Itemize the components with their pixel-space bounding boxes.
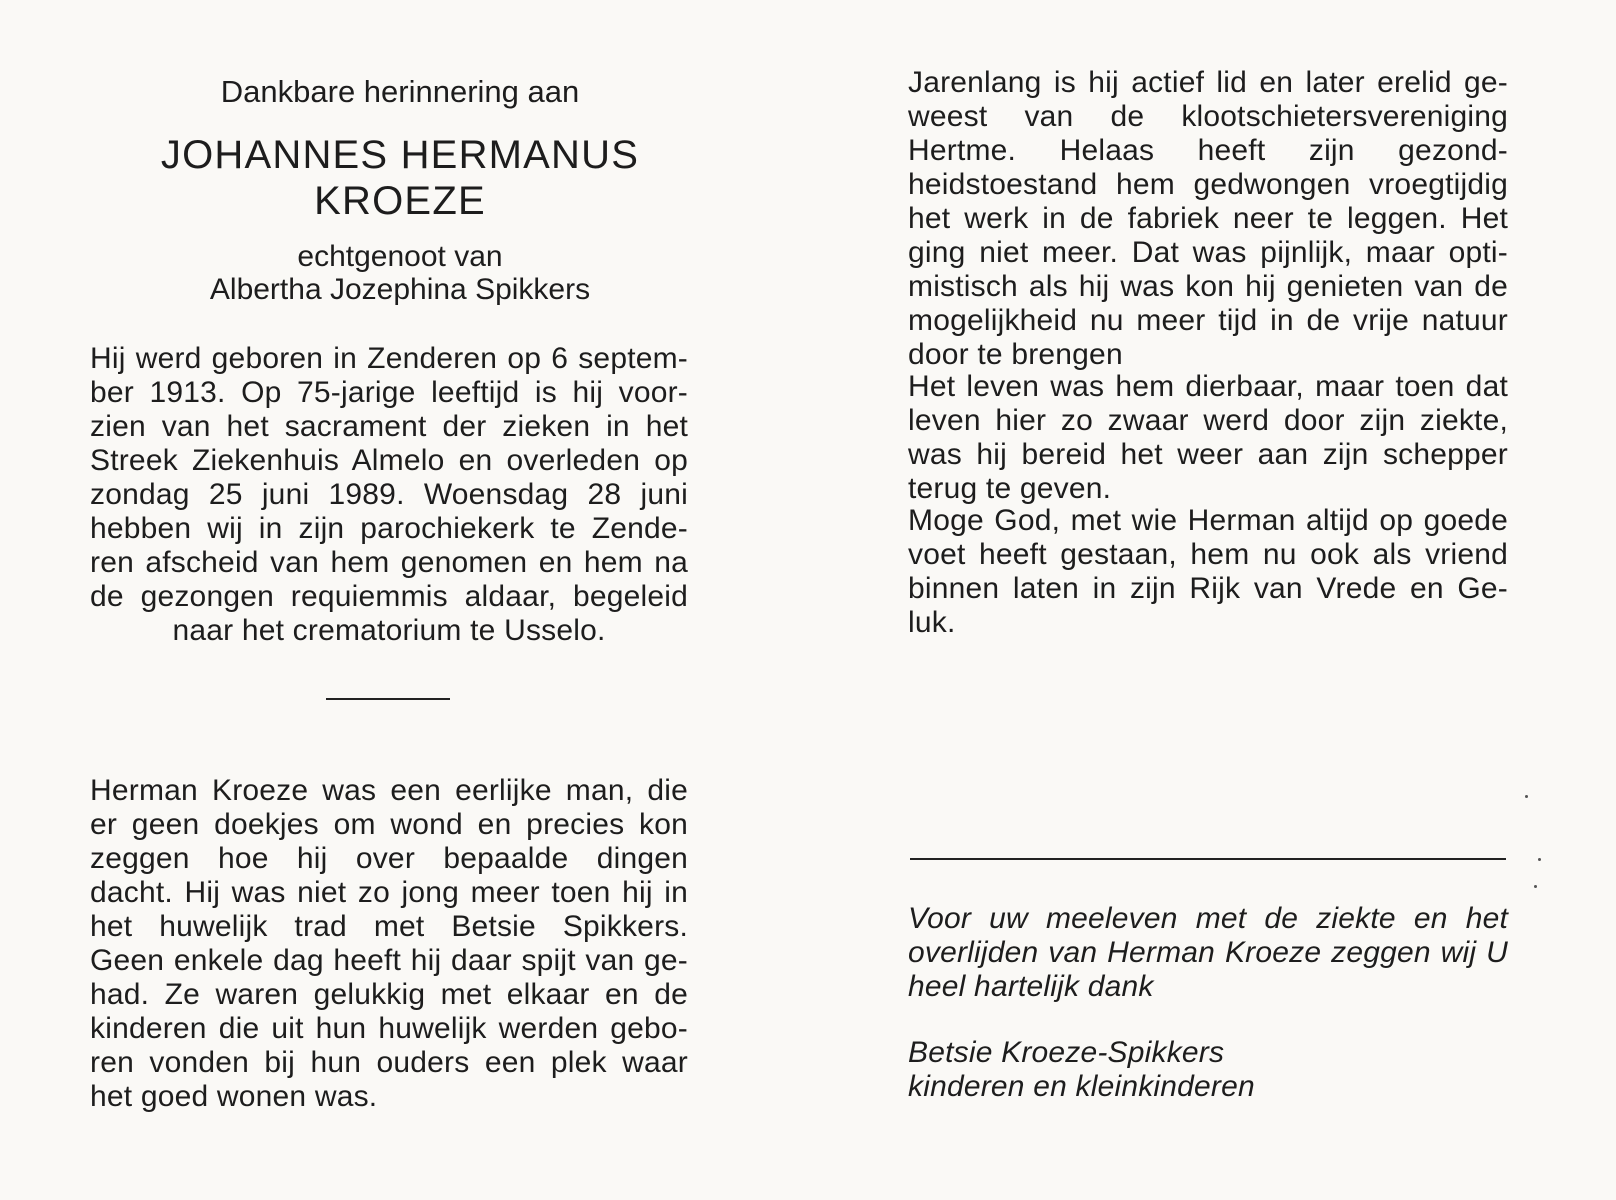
biography-line: ren afscheid van hem genomen en hem na xyxy=(90,546,688,579)
tribute-line: zeggen hoe hij over bepaalde dingen xyxy=(90,842,688,875)
life-line: Het leven was hem dierbaar, maar toen dat xyxy=(908,370,1508,403)
deceased-first-names: JOHANNES HERMANUS xyxy=(160,133,640,177)
thanks-divider xyxy=(910,858,1506,860)
life-line: luk. xyxy=(908,606,956,639)
spouse-name: Albertha Jozephina Spikkers xyxy=(209,273,591,306)
tribute-line: ren vonden bij hun ouders een plek waar xyxy=(90,1046,688,1079)
biography-line: hebben wij in zijn parochiekerk te Zende- xyxy=(90,512,688,545)
life-line: mistisch als hij was kon hij genieten van de xyxy=(908,270,1508,303)
life-line: terug te geven. xyxy=(908,472,1112,505)
thanks-line: Voor uw meeleven met de ziekte en het xyxy=(908,902,1508,935)
tribute-line: dacht. Hij was niet zo jong meer toen hij in xyxy=(90,876,688,909)
spouse-label: echtgenoot van xyxy=(297,240,503,273)
life-line: leven hier zo zwaar werd door zijn ziekte, xyxy=(908,404,1508,437)
paper-speck xyxy=(1534,885,1537,888)
tribute-line: Herman Kroeze was een eerlijke man, die xyxy=(90,774,688,807)
life-line: ging niet meer. Dat was pijnlijk, maar opti- xyxy=(908,236,1508,269)
life-line: door te brengen xyxy=(908,338,1123,371)
left-page xyxy=(0,0,800,1200)
biography-line: naar het crematorium te Usselo. xyxy=(172,614,606,647)
life-line: Moge God, met wie Herman altijd op goede xyxy=(908,504,1508,537)
tribute-line: kinderen die uit hun huwelijk werden gebo- xyxy=(90,1012,688,1045)
signature-line: Betsie Kroeze-Spikkers xyxy=(908,1036,1225,1069)
life-line: weest van de klootschietersvereniging xyxy=(908,100,1508,133)
life-line: Jarenlang is hij actief lid en later erelid ge- xyxy=(908,66,1508,99)
tribute-line: er geen doekjes om wond en precies kon xyxy=(90,808,688,841)
life-line: was hij bereid het weer aan zijn schepper xyxy=(908,438,1508,471)
life-line: het werk in de fabriek neer te leggen. Het xyxy=(908,202,1508,235)
tribute-line: het huwelijk trad met Betsie Spikkers. xyxy=(90,910,688,943)
paper-speck xyxy=(1538,858,1541,861)
section-divider xyxy=(326,698,450,700)
biography-line: Hij werd geboren in Zenderen op 6 septem- xyxy=(90,342,688,375)
paper-speck xyxy=(1525,795,1528,798)
thanks-line: overlijden van Herman Kroeze zeggen wij U xyxy=(908,936,1508,969)
tribute-line: Geen enkele dag heeft hij daar spijt van ge- xyxy=(90,944,688,977)
deceased-surname: KROEZE xyxy=(314,179,486,223)
life-line: mogelijkheid nu meer tijd in de vrije natuur xyxy=(908,304,1508,337)
right-page xyxy=(800,0,1616,1200)
life-line: voet heeft gestaan, hem nu ook als vriend xyxy=(908,538,1508,571)
tribute-line: het goed wonen was. xyxy=(90,1080,378,1113)
tribute-line: had. Ze waren gelukkig met elkaar en de xyxy=(90,978,688,1011)
life-line: binnen laten in zijn Rijk van Vrede en Ge- xyxy=(908,572,1508,605)
biography-line: de gezongen requiemmis aldaar, begeleid xyxy=(90,580,688,613)
thanks-line: heel hartelijk dank xyxy=(908,970,1154,1003)
biography-line: zondag 25 juni 1989. Woensdag 28 juni xyxy=(90,478,688,511)
biography-line: ber 1913. Op 75-jarige leeftijd is hij voor- xyxy=(90,376,688,409)
biography-line: Streek Ziekenhuis Almelo en overleden op xyxy=(90,444,688,477)
biography-line: zien van het sacrament der zieken in het xyxy=(90,410,688,443)
life-line: heidstoestand hem gedwongen vroegtijdig xyxy=(908,168,1508,201)
intro-heading: Dankbare herinnering aan xyxy=(220,74,580,109)
life-line: Hertme. Helaas heeft zijn gezond- xyxy=(908,134,1508,167)
signature-line: kinderen en kleinkinderen xyxy=(908,1070,1255,1103)
